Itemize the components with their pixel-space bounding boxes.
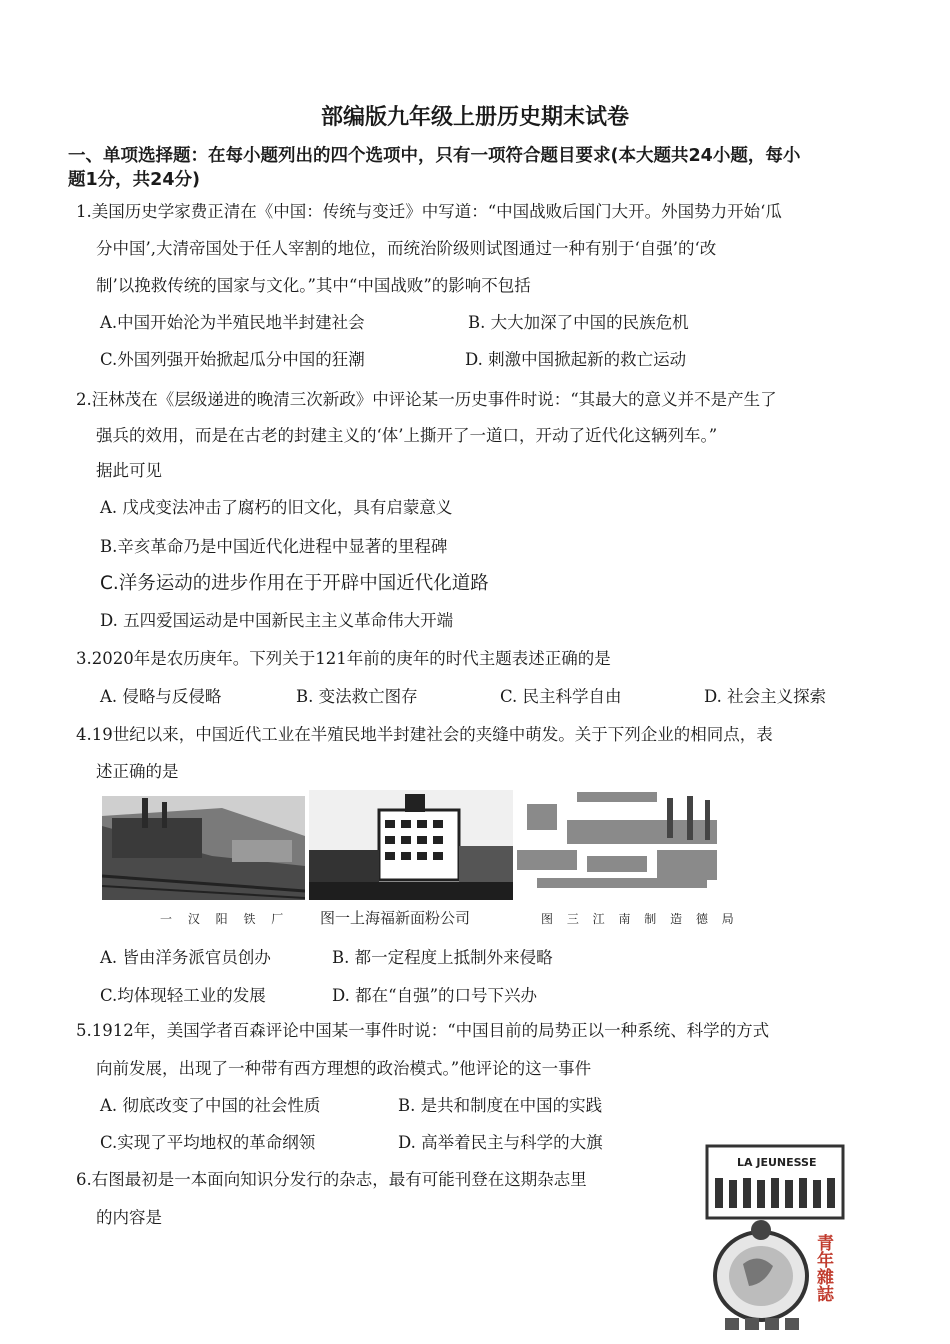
option-d[interactable]: D. 五四爱国运动是中国新民主主义革命伟大开端: [100, 611, 454, 630]
option-d[interactable]: D. 高举着民主与科学的大旗: [398, 1133, 603, 1152]
option-a[interactable]: A.中国开始沦为半殖民地半封建社会: [100, 313, 365, 332]
magazine-title-latin: LA JEUNESSE: [737, 1156, 817, 1169]
option-c[interactable]: C. 民主科学自由: [500, 687, 622, 706]
question-text: 的内容是: [96, 1208, 162, 1227]
photo-caption-2: 图一上海福新面粉公司: [320, 909, 471, 927]
option-c[interactable]: C.实现了平均地权的革命纲领: [100, 1133, 316, 1152]
option-d[interactable]: D. 刺激中国掀起新的救亡运动: [465, 350, 687, 369]
section-heading-line1: 一、单项选择题：在每小题列出的四个选项中，只有一项符合题目要求(本大题共24小题，每小: [68, 146, 801, 166]
question-text: 据此可见: [96, 461, 162, 480]
section-heading-line2: 题1分，共24分): [68, 170, 201, 190]
question-text: 4.19世纪以来，中国近代工业在半殖民地半封建社会的夹缝中萌发。关于下列企业的相同点，表: [76, 725, 773, 744]
option-c[interactable]: C.均体现轻工业的发展: [100, 986, 266, 1005]
option-a[interactable]: A. 彻底改变了中国的社会性质: [100, 1096, 321, 1115]
jiangnan-arsenal-photo: [517, 790, 727, 900]
option-b[interactable]: B. 大大加深了中国的民族危机: [468, 313, 689, 332]
question-text: 强兵的效用，而是在古老的封建主义的‘体’上撕开了一道口，开动了近代化这辆列车。”: [96, 426, 718, 445]
la-jeunesse-magazine-cover: [703, 1134, 851, 1338]
hanyang-ironworks-photo: [102, 796, 305, 900]
option-a[interactable]: A. 戊戌变法冲击了腐朽的旧文化，具有启蒙意义: [100, 498, 453, 517]
fuxin-flour-mill-photo: [309, 790, 513, 900]
question-text: 分中国’,大清帝国处于任人宰割的地位，而统治阶级则试图通过一种有别于‘自强’的‘改: [96, 239, 717, 258]
question-text: 6.右图最初是一本面向知识分发行的杂志，最有可能刊登在这期杂志里: [76, 1170, 587, 1189]
question-text: 述正确的是: [96, 762, 179, 781]
option-c[interactable]: C.外国列强开始掀起瓜分中国的狂潮: [100, 350, 365, 369]
option-d[interactable]: D. 社会主义探索: [704, 687, 827, 706]
option-b[interactable]: B. 都一定程度上抵制外来侵略: [332, 948, 553, 967]
option-b[interactable]: B. 是共和制度在中国的实践: [398, 1096, 603, 1115]
magazine-title-chinese: 青年雜誌: [813, 1234, 833, 1302]
question-text: 2.汪林茂在《层级递进的晚清三次新政》中评论某一历史事件时说：“其最大的意义并不是产生了: [76, 390, 777, 409]
option-a[interactable]: A. 皆由洋务派官员创办: [100, 948, 271, 967]
option-b[interactable]: B.辛亥革命乃是中国近代化进程中显著的里程碑: [100, 537, 448, 556]
option-a[interactable]: A. 侵略与反侵略: [100, 687, 222, 706]
photo-caption-1: 一 汉 阳 铁 厂: [160, 912, 290, 926]
question-text: 3.2020年是农历庚年。下列关于121年前的庚年的时代主题表述正确的是: [76, 649, 611, 668]
question-text: 向前发展，出现了一种带有西方理想的政治模式。”他评论的这一事件: [96, 1059, 592, 1078]
photo-caption-3: 图 三 江 南 制 造 德 局: [541, 912, 739, 926]
question-text: 1.美国历史学家费正清在《中国：传统与变迁》中写道：“中国战败后国门大开。外国势力开始‘瓜: [76, 202, 782, 221]
page-title: 部编版九年级上册历史期末试卷: [320, 105, 629, 130]
question-text: 5.1912年，美国学者百森评论中国某一事件时说：“中国目前的局势正以一种系统、科学的方式: [76, 1021, 770, 1040]
option-c[interactable]: C.洋务运动的进步作用在于开辟中国近代化道路: [100, 573, 489, 594]
option-b[interactable]: B. 变法救亡图存: [296, 687, 418, 706]
option-d[interactable]: D. 都在“自强”的口号下兴办: [332, 986, 538, 1005]
question-text: 制’以挽救传统的国家与文化。”其中“中国战败”的影响不包括: [96, 276, 531, 295]
